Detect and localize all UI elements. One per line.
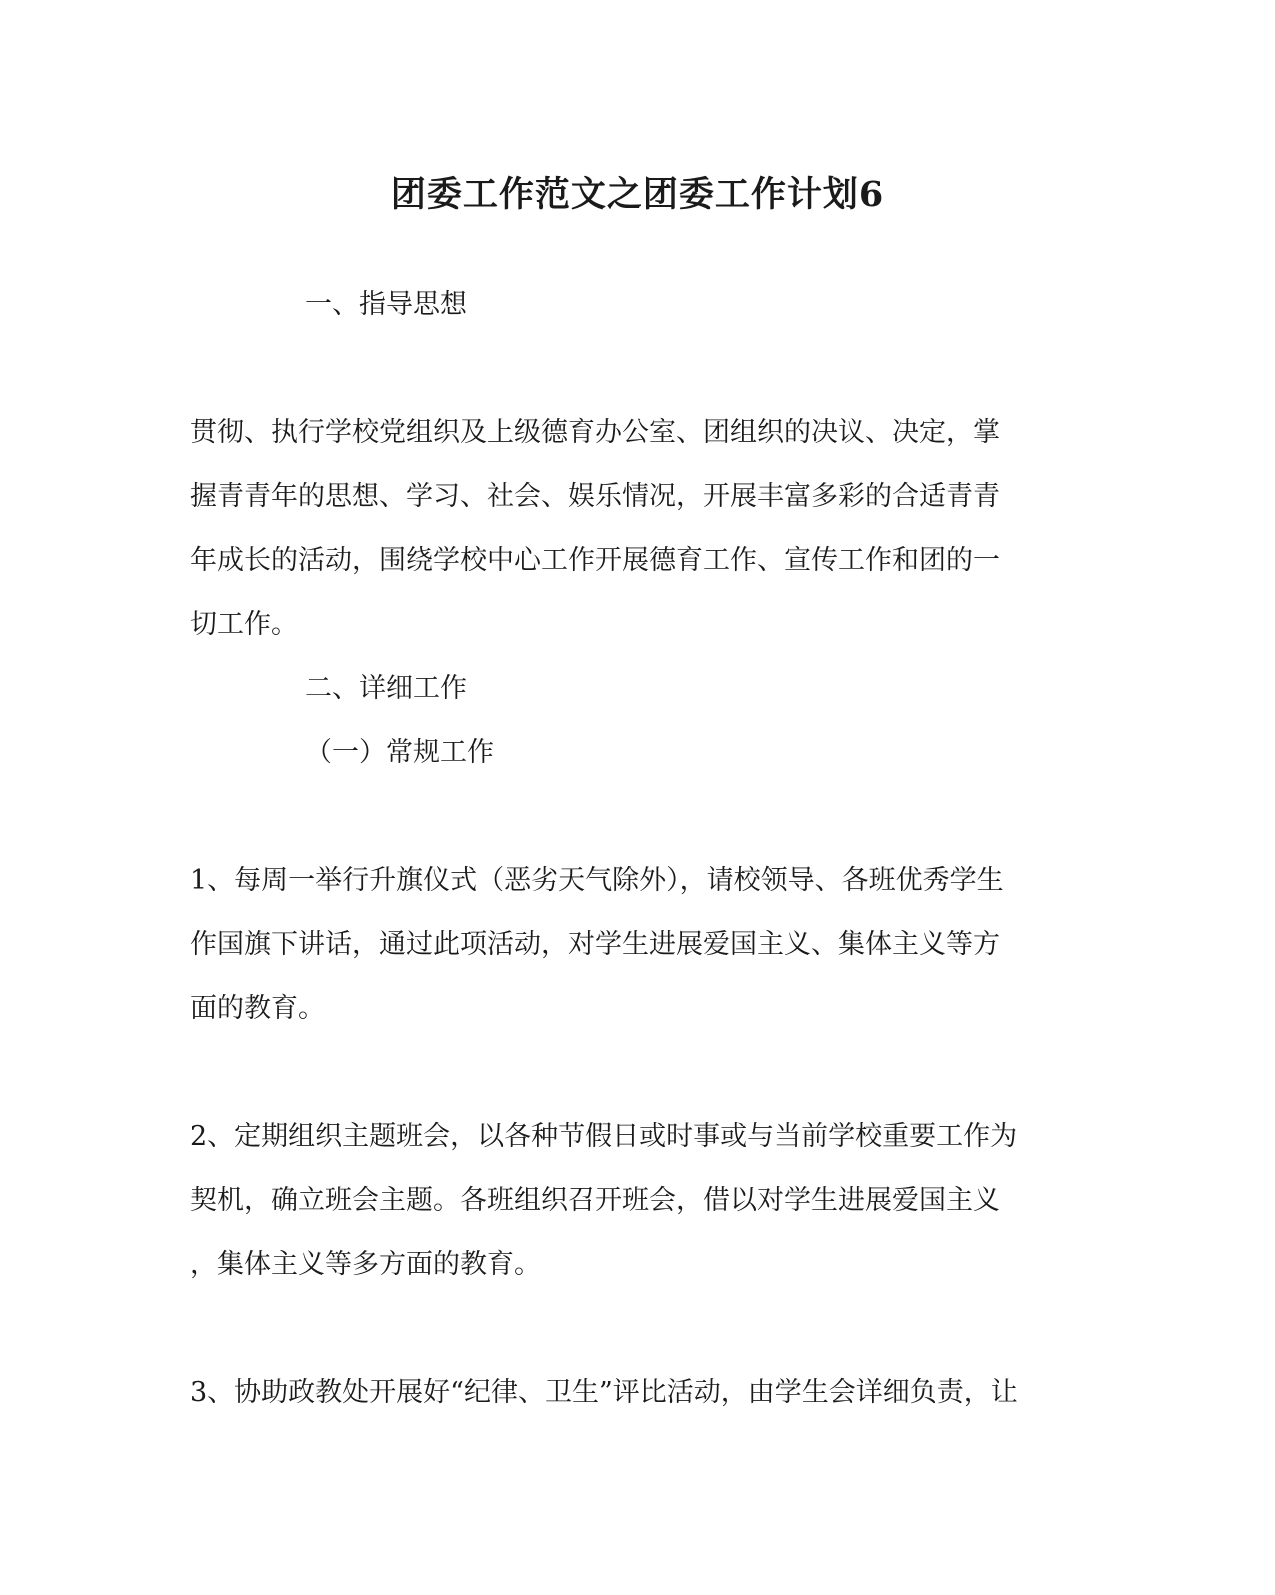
paragraph-line: 握青青年的思想、学习、社会、娱乐情况，开展丰富多彩的合适青青 [190,481,1000,512]
list-item-line: 作国旗下讲话，通过此项活动，对学生进展爱国主义、集体主义等方 [190,929,1000,960]
subsection-heading-routine-work: （一）常规工作 [305,737,494,768]
list-item-line: ，集体主义等多方面的教育。 [190,1249,541,1280]
paragraph-line: 切工作。 [190,609,298,640]
section-heading-detailed-work: 二、详细工作 [305,673,467,704]
paragraph-line: 年成长的活动，围绕学校中心工作开展德育工作、宣传工作和团的一 [190,545,1000,576]
list-item-line: 1、每周一举行升旗仪式（恶劣天气除外），请校领导、各班优秀学生 [190,865,1004,896]
list-item-line: 面的教育。 [190,993,325,1024]
list-item-line: 契机，确立班会主题。各班组织召开班会，借以对学生进展爱国主义 [190,1185,1000,1216]
list-item-line: 3、协助政教处开展好“纪律、卫生”评比活动，由学生会详细负责，让 [190,1377,1018,1408]
list-item-line: 2、定期组织主题班会，以各种节假日或时事或与当前学校重要工作为 [190,1121,1018,1152]
document-title: 团委工作范文之团委工作计划6 [390,174,885,215]
section-heading-guiding-ideology: 一、指导思想 [305,289,467,320]
paragraph-line: 贯彻、执行学校党组织及上级德育办公室、团组织的决议、决定，掌 [190,417,1000,448]
